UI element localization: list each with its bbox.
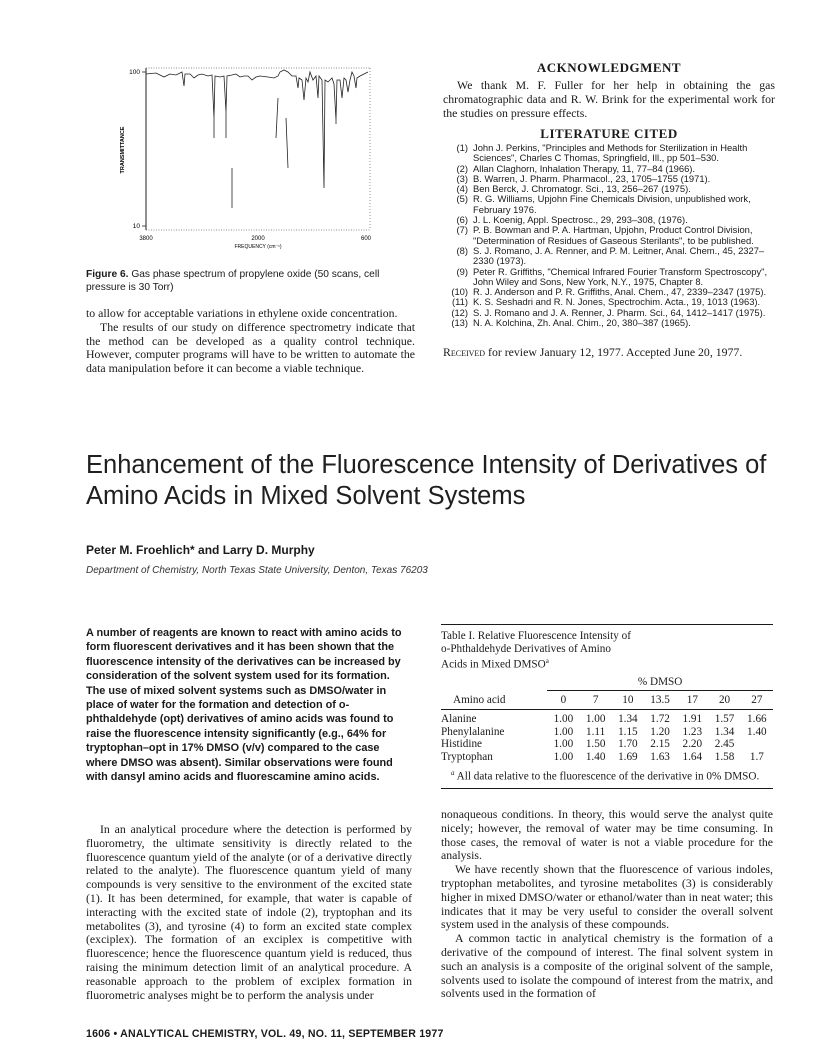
table-row-label: Tryptophan bbox=[441, 750, 493, 763]
table-row-label: Histidine bbox=[441, 738, 483, 751]
reference-number: (10) bbox=[451, 286, 468, 298]
table-cell: 1.63 bbox=[650, 750, 670, 763]
table-cell: 1.40 bbox=[585, 750, 606, 763]
article-authors: Peter M. Froehlich* and Larry D. Murphy bbox=[86, 543, 315, 557]
article-affiliation: Department of Chemistry, North Texas State University, Denton, Texas 76203 bbox=[86, 565, 428, 576]
table-col-header: 0 bbox=[560, 693, 567, 706]
reference-text: Ben Berck, J. Chromatogr. Sci., 13, 256–267 (1975). bbox=[473, 183, 691, 195]
table-cell: 1.15 bbox=[618, 725, 638, 738]
y-ticks bbox=[129, 69, 146, 230]
reference-number: (3) bbox=[456, 172, 468, 184]
table-cell: 1.23 bbox=[682, 725, 703, 738]
reference-number: (12) bbox=[451, 306, 468, 318]
y-axis-label: TRANSMITTANCE bbox=[120, 126, 126, 174]
prev-article-body bbox=[86, 307, 415, 376]
table-cell: 1.00 bbox=[553, 713, 574, 726]
table-body bbox=[441, 710, 773, 763]
table-cell: 1.69 bbox=[618, 750, 638, 763]
received-line bbox=[443, 346, 775, 360]
table-caption-line-3-text: Acids in Mixed DMSO bbox=[441, 658, 546, 671]
reference-item bbox=[443, 246, 775, 267]
reference-number: (13) bbox=[451, 317, 468, 329]
table-row bbox=[441, 738, 773, 750]
page-footer: 1606 • ANALYTICAL CHEMISTRY, VOL. 49, NO. 11, SEPTEMBER 1977 bbox=[86, 1028, 444, 1040]
table-cell: 1.70 bbox=[618, 738, 638, 751]
table-cell: 1.40 bbox=[747, 725, 767, 738]
table-col-header: 7 bbox=[592, 693, 599, 706]
y-tick-top: 100 bbox=[129, 69, 140, 76]
body-right-paragraph-3: A common tactic in analytical chemistry is the formation of a derivative of the compound of interest. The final solvent system in such an analysis is a composite of the original solvent of the sample, solvents used to isolate the compound of interest from the matrix, and solvents used in the formation of bbox=[441, 931, 773, 1001]
table-caption-line-1: Table I. Relative Fluorescence Intensity of bbox=[441, 630, 631, 642]
table-row bbox=[441, 726, 773, 738]
reference-text: K. S. Seshadri and R. N. Jones, Spectrochim. Acta., 19, 1013 (1963). bbox=[473, 296, 761, 308]
reference-item bbox=[443, 225, 775, 246]
table-bottom-rule bbox=[441, 788, 773, 789]
received-text: for review January 12, 1977. Accepted June 20, 1977. bbox=[485, 345, 743, 359]
figure-label: Figure 6. bbox=[86, 269, 129, 280]
body-right-paragraph-2: We have recently shown that the fluorescence of various indoles, tryptophan metabolites, and tyrosine metabolites (3) is considerably higher in mixed DMSO/water or ethanol/water than in neat water; this indicates that it may be very useful to consider the overall solvent system used in the analysis of these compounds. bbox=[441, 862, 773, 932]
reference-number: (11) bbox=[452, 296, 468, 308]
body-left-column: In an analytical procedure where the detection is performed by fluorometry, the ultimate sensitivity is directly related to the fluorescence quantum yield of the analyte (or of a derivative directly related to the analyte). The fluorescence quantum yield of many compounds is very sensitive to the environment of the excited state (1). It has been determined, for example, that water is capable of interacting with the excited state of indole (2), tryptophan and its metabolites (3), and tyrosine (4) to form an excited state complex (exciplex). The formation of an exciplex is competitive with fluorescence; hence the fluorescence quantum yield is reduced, thus raising the minimum detection limit of an analytical procedure. A reasonable approach to the problem of exciplex formation in fluorometric analyses might be to perform the analysis under bbox=[86, 822, 412, 1002]
table-col-header: 20 bbox=[718, 693, 731, 706]
table-footnote bbox=[441, 767, 773, 783]
table-cell: 1.57 bbox=[714, 713, 735, 726]
table-1 bbox=[441, 624, 773, 789]
x-axis-label: FREQUENCY (cm⁻¹) bbox=[234, 244, 282, 250]
table-group-header-row bbox=[441, 674, 773, 691]
body-right-column bbox=[441, 808, 773, 1001]
prev-paragraph-2: The results of our study on difference spectrometry indicate that the method can be developed as a quality control technique. However, computer programs will have to be written to automate the data manipulation before it can become a viable technique. bbox=[86, 319, 415, 376]
table-cell: 1.00 bbox=[553, 738, 574, 751]
table-group-header: % DMSO bbox=[547, 674, 773, 691]
table-cell: 1.34 bbox=[618, 713, 638, 726]
reference-item bbox=[443, 267, 775, 288]
x-ticks bbox=[139, 236, 371, 242]
reference-number: (6) bbox=[456, 214, 468, 226]
table-cell: 1.64 bbox=[682, 750, 703, 763]
reference-text: R. G. Williams, Upjohn Fine Chemicals Division, unpublished work, February 1976. bbox=[473, 193, 751, 215]
reference-number: (8) bbox=[456, 244, 468, 256]
article-abstract: A number of reagents are known to react with amino acids to form fluorescent derivatives and it has been shown that the fluorescence intensity of the derivatives can be increased by consideration of the solvent system used for its formation. The use of mixed solvent systems such as DMSO/water in place of water for the formation and detection of o-phthaldehyde (opt) derivatives of amino acids was found to raise the fluorescence intensity significantly (e.g., 64% for tryptophan–opt in 17% DMSO (v/v) compared to the case where DMSO was absent). Similar observations were found with dansyl amino acids and fluorescamine amino acids. bbox=[86, 627, 402, 784]
reference-item bbox=[443, 143, 775, 164]
table-caption-line-2: o-Phthaldehyde Derivatives of Amino bbox=[441, 642, 611, 655]
table-cell: 1.00 bbox=[553, 725, 574, 738]
table-cell: 1.00 bbox=[553, 750, 574, 763]
reference-item bbox=[443, 318, 775, 328]
table-cell: 1.72 bbox=[650, 713, 670, 726]
table-cell bbox=[741, 738, 773, 750]
table-cell: 1.58 bbox=[714, 750, 735, 763]
acknowledgment-text: We thank M. F. Fuller for her help in obtaining the gas chromatographic data and R. W. Brink for the experimental work for the studies on pressure effects. bbox=[443, 78, 775, 120]
reference-text: J. L. Koenig, Appl. Spectrosc., 29, 293–308, (1976). bbox=[473, 214, 688, 226]
reference-number: (9) bbox=[456, 265, 468, 277]
acknowledgment-heading: ACKNOWLEDGMENT bbox=[536, 60, 682, 75]
table-row-header: Amino acid bbox=[453, 693, 506, 706]
table-col-header: 17 bbox=[686, 693, 698, 706]
table-top-rule bbox=[441, 624, 773, 625]
table-cell: 2.45 bbox=[714, 738, 735, 751]
table-cell: 1.66 bbox=[747, 713, 767, 726]
table-caption-sup: a bbox=[545, 657, 549, 666]
reference-text: P. B. Bowman and P. A. Hartman, Upjohn, Product Control Division, "Determination of Residues of Gaseous Sterilants", to be published. bbox=[473, 224, 754, 246]
table-row-label: Alanine bbox=[441, 713, 477, 726]
ir-spectrum-figure bbox=[108, 58, 380, 268]
table-col-header: 10 bbox=[622, 693, 634, 706]
table-cell: 1.50 bbox=[585, 738, 606, 751]
reference-number: (1) bbox=[456, 142, 468, 153]
table-caption bbox=[441, 630, 773, 672]
spectrum-bottom-segments bbox=[214, 98, 336, 208]
reference-number: (5) bbox=[456, 193, 468, 205]
table-header-row bbox=[441, 690, 773, 709]
reference-number: (4) bbox=[456, 183, 468, 195]
reference-text: John J. Perkins, "Principles and Methods for Sterilization in Health Sciences", Charles C Thomas, Springfield, Ill., pp 501–530. bbox=[473, 142, 748, 164]
table-col-header: 13.5 bbox=[650, 693, 670, 706]
reference-number: (7) bbox=[456, 224, 468, 236]
reference-list bbox=[443, 143, 775, 328]
table-cell: 2.20 bbox=[682, 738, 703, 751]
figure-caption bbox=[86, 268, 416, 294]
reference-text: Allan Claghorn, Inhalation Therapy, 11, 77–84 (1966). bbox=[473, 162, 696, 174]
table-cell: 1.20 bbox=[650, 725, 670, 738]
table-cell: 1.7 bbox=[749, 750, 764, 763]
table-grid bbox=[441, 674, 773, 763]
figure-caption-text: Gas phase spectrum of propylene oxide (50 scans, cell pressure is 30 Torr) bbox=[86, 269, 380, 293]
prev-paragraph-1: to allow for acceptable variations in ethylene oxide concentration. bbox=[86, 306, 398, 320]
x-tick-2000: 2000 bbox=[251, 236, 265, 242]
table-cell: 1.34 bbox=[714, 725, 735, 738]
table-col-header: 27 bbox=[751, 693, 763, 706]
received-smallcaps: Received bbox=[443, 345, 486, 359]
reference-text: S. J. Romano and J. A. Renner, J. Pharm. Sci., 64, 1412–1417 (1975). bbox=[473, 306, 766, 318]
article-title: Enhancement of the Fluorescence Intensity of Derivatives of Amino Acids in Mixed Solvent Systems bbox=[86, 451, 767, 510]
literature-heading: LITERATURE CITED bbox=[540, 126, 678, 141]
table-footnote-mark: a bbox=[451, 768, 455, 777]
table-cell: 1.91 bbox=[682, 713, 703, 726]
reference-text: B. Warren, J. Pharm. Pharmacol., 23, 1705–1755 (1971). bbox=[473, 172, 711, 184]
reference-text: Peter R. Griffiths, "Chemical Infrared Fourier Transform Spectroscopy", John Wiley and Sons, New York, N.Y., 1975, Chapter 8. bbox=[473, 265, 768, 287]
reference-text: S. J. Romano, J. A. Renner, and P. M. Leitner, Anal. Chem., 45, 2327–2330 (1973). bbox=[473, 244, 765, 267]
table-cell: 1.11 bbox=[586, 725, 606, 738]
reference-text: N. A. Kolchina, Zh. Anal. Chim., 20, 380–387 (1965). bbox=[473, 317, 691, 329]
body-right-paragraph-1: nonaqueous conditions. In theory, this would serve the analyst quite nicely; however, the removal of water may be time consuming. In those cases, the removal of water is not a viable procedure for the analysis. bbox=[441, 807, 773, 863]
table-row bbox=[441, 751, 773, 763]
reference-text: R. J. Anderson and P. R. Griffiths, Anal. Chem., 47, 2339–2347 (1975). bbox=[473, 286, 767, 298]
reference-item bbox=[443, 194, 775, 215]
x-tick-600: 600 bbox=[360, 236, 372, 242]
spectrum-trace bbox=[146, 70, 368, 188]
reference-number: (2) bbox=[456, 162, 468, 174]
table-row bbox=[441, 710, 773, 726]
table-row-label: Phenylalanine bbox=[441, 725, 505, 738]
table-cell: 1.00 bbox=[585, 713, 606, 726]
y-tick-bottom: 10 bbox=[132, 223, 140, 230]
table-cell: 2.15 bbox=[650, 738, 670, 751]
table-caption-line-3 bbox=[441, 655, 773, 671]
table-footnote-text: All data relative to the fluorescence of the derivative in 0% DMSO. bbox=[454, 770, 760, 783]
x-tick-3800: 3800 bbox=[139, 236, 153, 242]
